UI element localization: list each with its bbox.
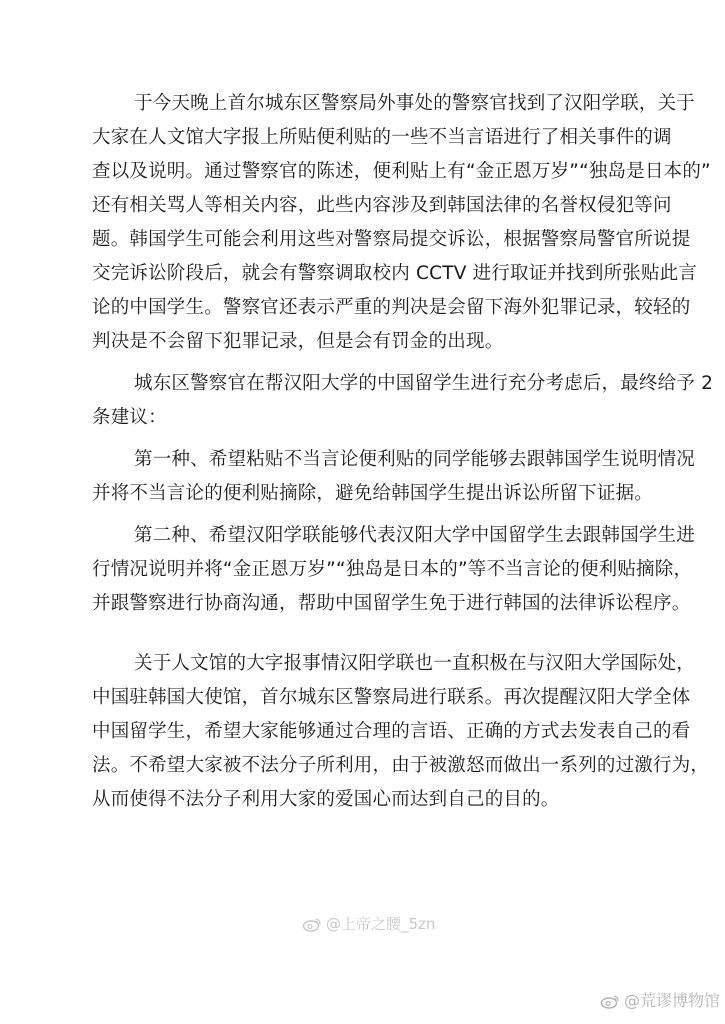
- text-line: 中国驻韩国大使馆，首尔城东区警察局进行联系。再次提醒汉阳大学全体: [92, 687, 691, 708]
- text-line: 第一种、希望粘贴不当言论便利贴的同学能够去跟韩国学生说明情况: [134, 449, 696, 470]
- text-line: 查以及说明。通过警察官的陈述，便利贴上有“金正恩万岁”“独岛是日本的”: [92, 161, 711, 182]
- watermark-center: [302, 914, 435, 934]
- text-line: 并跟警察进行协商沟通，帮助中国留学生免于进行韩国的法律诉讼程序。: [92, 593, 691, 614]
- text-line: 从而使得不法分子利用大家的爱国心而达到自己的目的。: [92, 789, 560, 810]
- text-line: 还有相关骂人等相关内容，此些内容涉及到韩国法律的名誉权侵犯等问: [92, 195, 672, 216]
- text-line: 城东区警察官在帮汉阳大学的中国留学生进行充分考虑后，最终给予 2: [134, 373, 714, 394]
- weibo-icon: [302, 916, 322, 932]
- text-line: 于今天晚上首尔城东区警察局外事处的警察官找到了汉阳学联，关于: [134, 93, 696, 114]
- text-line: 并将不当言论的便利贴摘除，避免给韩国学生提出诉讼所留下证据。: [92, 483, 654, 504]
- text-line: 交完诉讼阶段后，就会有警察调取校内 CCTV 进行取证并找到所张贴此言: [92, 263, 698, 284]
- watermark-corner: [600, 990, 720, 1012]
- text-line: 判决是不会留下犯罪记录，但是会有罚金的出现。: [92, 331, 504, 352]
- weibo-icon: [600, 993, 620, 1009]
- text-line: 条建议：: [92, 407, 167, 428]
- watermark-corner-text: @荒谬博物馆: [624, 991, 721, 1010]
- text-line: 关于人文馆的大字报事情汉阳学联也一直积极在与汉阳大学国际处，: [134, 653, 696, 674]
- text-line: 大家在人文馆大字报上所贴便利贴的一些不当言语进行了相关事件的调: [92, 127, 672, 148]
- text-line: 中国留学生，希望大家能够通过合理的言语、正确的方式去发表自己的看: [92, 721, 691, 742]
- watermark-center-text: @上帝之腰_5zn: [326, 915, 436, 933]
- text-line: 论的中国学生。警察官还表示严重的判决是会留下海外犯罪记录，较轻的: [92, 297, 691, 318]
- text-line: 法。不希望大家被不法分子所利用，由于被激怒而做出一系列的过激行为，: [92, 755, 710, 776]
- text-line: 题。韩国学生可能会利用这些对警察局提交诉讼，根据警察局警官所说提: [92, 229, 691, 250]
- text-line: 第二种、希望汉阳学联能够代表汉阳大学中国留学生去跟韩国学生进: [134, 525, 696, 546]
- text-line: 行情况说明并将“金正恩万岁”“独岛是日本的”等不当言论的便利贴摘除，: [92, 559, 693, 580]
